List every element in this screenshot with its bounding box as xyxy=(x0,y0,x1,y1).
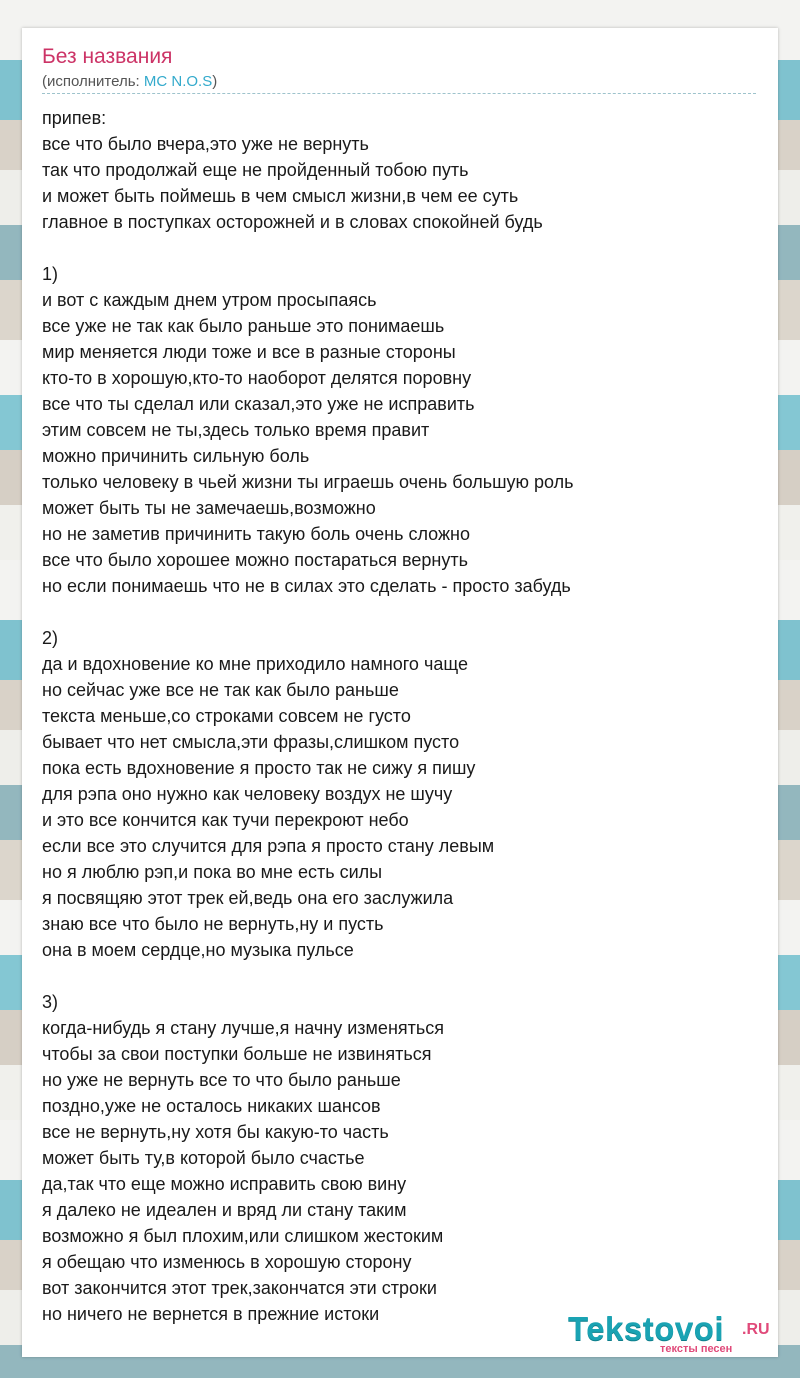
logo-tagline: тексты песен xyxy=(660,1343,733,1355)
performer-link[interactable]: MC N.O.S xyxy=(143,73,213,90)
song-title: Без названия xyxy=(42,45,173,68)
site-logo[interactable] xyxy=(568,1309,778,1357)
performer-line xyxy=(42,72,217,92)
logo-wordmark: Tekstovoi xyxy=(568,1310,725,1347)
logo-domain: .RU xyxy=(742,1321,770,1338)
lyrics-card xyxy=(22,28,778,1357)
performer-suffix: ) xyxy=(212,73,218,90)
performer-prefix: (исполнитель: xyxy=(42,73,144,90)
dashed-divider xyxy=(42,93,756,94)
lyrics-text: припев: все что было вчера,это уже не вернуть так что продолжай еще не пройденный тобою путь и может быть поймешь в чем смысл жизни,в чем ее суть главное в поступках осторожней и в словах спокойней будь 1) и вот с каждым днем утром просыпаясь все уже не так как было раньше это понимаешь мир меняется люди тоже и все в разные стороны кто-то в хорошую,кто-то наоборот делятся поровну все что ты сделал или сказал,это уже не исправить этим совсем не ты,здесь только время правит можно причинить сильную боль только человеку в чьей жизни ты играешь очень большую роль может быть ты не замечаешь,возможно но не заметив причинить такую боль очень сложно все что было хорошее можно постараться вернуть но если понимаешь что не в силах это сделать - просто забудь 2) да и вдохновение ко мне приходило намного чаще но сейчас уже все не так как было раньше текста меньше,со строками совсем не густо бывает что нет смысла,эти фразы,слишком пусто пока есть вдохновение я просто так не сижу я пишу для рэпа оно нужно как человеку воздух не шучу и это все кончится как тучи перекроют небо если все это случится для рэпа я просто стану левым но я люблю рэп,и пока во мне есть силы я посвящяю этот трек ей,ведь она его заслужила знаю все что было не вернуть,ну и пусть она в моем сердце,но музыка пульсе 3) когда-нибудь я стану лучше,я начну изменяться чтобы за свои поступки больше не извиняться но уже не вернуть все то что было раньше поздно,уже не осталось никаких шансов все не вернуть,ну хотя бы какую-то часть может быть ту,в которой было счастье да,так что еще можно исправить свою вину я далеко не идеален и вряд ли стану таким возможно я был плохим,или слишком жестоким я обещаю что изменюсь в хорошую сторону вот закончится этот трек,закончатся эти строки но ничего не вернется в прежние истоки xyxy=(42,108,574,1324)
